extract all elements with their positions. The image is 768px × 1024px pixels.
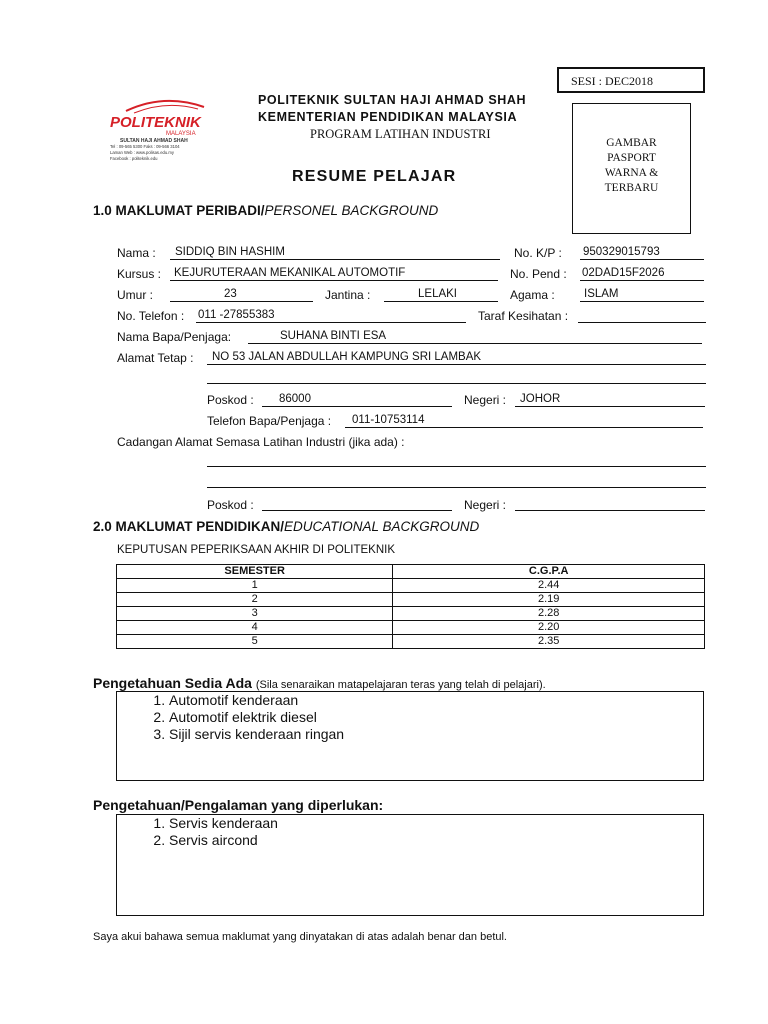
table-row <box>117 593 705 607</box>
cgpa-cell: 2.20 <box>393 621 705 635</box>
passport-photo-box[interactable] <box>572 103 691 234</box>
nopend-label: No. Pend : <box>510 267 567 281</box>
cgpa-cell: 2.19 <box>393 593 705 607</box>
jantina-line <box>384 301 498 302</box>
negeri-line <box>515 406 705 407</box>
negeri-value[interactable]: JOHOR <box>520 393 561 405</box>
jantina-label: Jantina : <box>325 288 371 302</box>
section-1-heading-italic: PERSONEL BACKGROUND <box>264 203 439 218</box>
cgpa-table <box>116 564 705 649</box>
photo-line: WARNA & <box>604 167 659 179</box>
alamat-line-1 <box>207 364 706 365</box>
table-row <box>117 635 705 649</box>
table-header-row <box>117 565 705 579</box>
exam-result-subheading: KEPUTUSAN PEPERIKSAAN AKHIR DI POLITEKNIK <box>117 544 395 556</box>
negeri-2-label: Negeri : <box>464 498 507 512</box>
negeri-2-line[interactable] <box>515 510 705 511</box>
logo-brand-text: POLITEKNIK <box>110 114 201 131</box>
kursus-value[interactable]: KEJURUTERAAN MEKANIKAL AUTOMOTIF <box>174 267 406 279</box>
session-label: SESI : DEC2018 <box>571 74 654 88</box>
poskod-label: Poskod : <box>207 393 254 407</box>
nama-value[interactable]: SIDDIQ BIN HASHIM <box>175 246 285 258</box>
semester-header: SEMESTER <box>117 565 393 579</box>
session-box <box>557 67 705 93</box>
poskod-line <box>262 406 452 407</box>
declaration-text: Saya akui bahawa semua maklumat yang dinyatakan di atas adalah benar dan betul. <box>93 931 507 943</box>
list-item: 2. Servis aircond <box>169 832 703 849</box>
bapa-value[interactable]: SUHANA BINTI ESA <box>280 330 387 342</box>
section-2-heading <box>93 519 479 534</box>
cgpa-cell: 2.35 <box>393 635 705 649</box>
nopend-line <box>580 280 704 281</box>
logo-web-text: Laman Web : www.polisas.edu.my <box>110 150 174 155</box>
logo-country-text: MALAYSIA <box>166 131 196 137</box>
section-2-heading-bold: 2.0 MAKLUMAT PENDIDIKAN/ <box>93 519 285 534</box>
semester-cell: 5 <box>117 635 393 649</box>
poskod-2-label: Poskod : <box>207 498 254 512</box>
alamat-value[interactable]: NO 53 JALAN ABDULLAH KAMPUNG SRI LAMBAK <box>212 351 482 363</box>
knowledge-note: (Sila senaraikan matapelajaran teras yang telah di pelajari). <box>255 679 546 691</box>
ministry-name: KEMENTERIAN PENDIDIKAN MALAYSIA <box>258 110 518 124</box>
cgpa-cell: 2.28 <box>393 607 705 621</box>
taraf-kesihatan-line[interactable] <box>578 322 706 323</box>
nopend-value[interactable]: 02DAD15F2026 <box>582 267 665 279</box>
nama-label: Nama : <box>117 246 156 260</box>
logo-campus-text: SULTAN HAJI AHMAD SHAH <box>120 138 188 144</box>
telefon-label: No. Telefon : <box>117 309 185 323</box>
knowledge-heading <box>93 675 546 691</box>
required-heading <box>93 797 383 813</box>
agama-value[interactable]: ISLAM <box>584 288 619 300</box>
poskod-value[interactable]: 86000 <box>279 393 311 405</box>
page-title: RESUME PELAJAR <box>292 168 457 185</box>
bapa-label: Nama Bapa/Penjaga: <box>117 330 232 344</box>
cadangan-line-2[interactable] <box>207 487 706 488</box>
section-1-heading <box>93 203 438 218</box>
photo-line: PASPORT <box>607 152 656 164</box>
alamat-label: Alamat Tetap : <box>117 351 194 365</box>
required-heading-text: Pengetahuan/Pengalaman yang diperlukan: <box>93 797 384 813</box>
section-1-heading-bold: 1.0 MAKLUMAT PERIBADI/ <box>93 203 265 218</box>
telefon-value[interactable]: 011 -27855383 <box>198 309 275 321</box>
cgpa-cell: 2.44 <box>393 579 705 593</box>
kursus-line <box>170 280 498 281</box>
taraf-kesihatan-label: Taraf Kesihatan : <box>478 309 569 323</box>
kursus-label: Kursus : <box>117 267 162 281</box>
photo-line: TERBARU <box>604 182 659 194</box>
knowledge-list <box>117 692 703 743</box>
negeri-label: Negeri : <box>464 393 507 407</box>
semester-cell: 3 <box>117 607 393 621</box>
telefon-line <box>196 322 466 323</box>
telefon-bapa-label: Telefon Bapa/Penjaga : <box>207 414 332 428</box>
nokp-value[interactable]: 950329015793 <box>583 246 660 258</box>
umur-value[interactable]: 23 <box>224 288 237 300</box>
telefon-bapa-value[interactable]: 011-10753114 <box>352 414 425 426</box>
list-item: 3. Sijil servis kenderaan ringan <box>169 726 703 743</box>
nama-line <box>170 259 500 260</box>
program-name: PROGRAM LATIHAN INDUSTRI <box>310 127 491 141</box>
logo-facebook-text: Facebook : politeknik.edu <box>110 156 158 161</box>
agama-label: Agama : <box>510 288 555 302</box>
list-item: 1. Servis kenderaan <box>169 815 703 832</box>
nokp-line <box>580 259 704 260</box>
institution-name: POLITEKNIK SULTAN HAJI AHMAD SHAH <box>258 93 527 107</box>
agama-line <box>580 301 704 302</box>
logo-tel-text: Tel : 09-565 5300 Faks : 09-566 3104 <box>110 144 180 149</box>
umur-line <box>170 301 313 302</box>
cadangan-line-1[interactable] <box>207 466 706 467</box>
umur-label: Umur : <box>117 288 153 302</box>
list-item: 2. Automotif elektrik diesel <box>169 709 703 726</box>
required-box[interactable] <box>116 814 704 916</box>
required-list <box>117 815 703 849</box>
section-2-heading-italic: EDUCATIONAL BACKGROUND <box>284 519 480 534</box>
table-row <box>117 621 705 635</box>
cadangan-label: Cadangan Alamat Semasa Latihan Industri (jika ada) : <box>117 435 405 449</box>
poskod-2-line[interactable] <box>262 510 452 511</box>
alamat-line-2[interactable] <box>207 383 706 384</box>
telefon-bapa-line <box>345 427 703 428</box>
cgpa-header: C.G.P.A <box>393 565 705 579</box>
jantina-value[interactable]: LELAKI <box>418 288 457 300</box>
knowledge-heading-text: Pengetahuan Sedia Ada <box>93 675 252 691</box>
semester-cell: 4 <box>117 621 393 635</box>
knowledge-box[interactable] <box>116 691 704 781</box>
semester-cell: 2 <box>117 593 393 607</box>
photo-line: GAMBAR <box>606 137 657 149</box>
table-row <box>117 579 705 593</box>
bapa-line <box>248 343 702 344</box>
politeknik-logo <box>104 93 224 161</box>
list-item: 1. Automotif kenderaan <box>169 692 703 709</box>
semester-cell: 1 <box>117 579 393 593</box>
table-row <box>117 607 705 621</box>
politeknik-logo-graphic <box>104 93 224 161</box>
nokp-label: No. K/P : <box>514 246 562 260</box>
